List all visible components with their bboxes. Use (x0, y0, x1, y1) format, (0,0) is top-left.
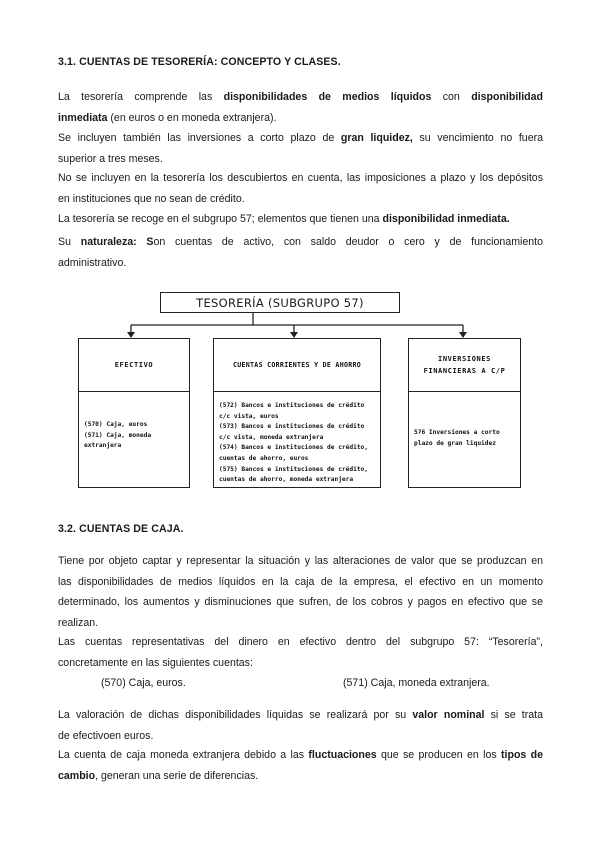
diagram-top-label: TESORERÍA (SUBGRUPO 57) (196, 295, 364, 310)
paragraph-naturaleza: Su naturaleza: Son cuentas de activo, con saldo deudor o cero y de funcionamiento administrativo. (58, 236, 544, 269)
inversiones-items-box (408, 391, 521, 488)
cuentas-corrientes-items-box (213, 391, 381, 488)
cuentas-corrientes-item: (574) Bancos e instituciones de crédito, (219, 444, 369, 452)
efectivo-item: (570) Caja, euros (84, 421, 148, 428)
efectivo-item: (571) Caja, moneda (84, 431, 152, 439)
cuentas-corrientes-title-box (213, 338, 381, 392)
efectivo-title-box (78, 338, 190, 392)
inversiones-title-line2: FINANCIERAS A C/P (423, 367, 506, 375)
paragraph-inversiones: Se incluyen también las inversiones a corto plazo de gran liquidez, su vencimiento no fuera superior a tres meses. (58, 132, 544, 165)
section-heading-tesoreria: 3.1. CUENTAS DE TESORERÍA: CONCEPTO Y CLASES. (58, 56, 341, 68)
paragraph-definicion: La tesorería comprende las disponibilidades de medios líquidos con disponibilidad inmediata (en euros o en moneda extranjera). (58, 91, 544, 124)
account-571: (571) Caja, moneda extranjera. (343, 677, 490, 689)
inversiones-item: 576 Inversiones a corto (414, 429, 500, 436)
paragraph-subgrupo: La tesorería se recoge en el subgrupo 57; elementos que tienen una disponibilidad inmediata. (58, 213, 510, 225)
paragraph-cuentas-representativas: Las cuentas representativas del dinero en efectivo dentro del subgrupo 57: “Tesorería”, concretamente en las siguientes cuentas: (58, 636, 543, 669)
paragraph-valoracion: La valoración de dichas disponibilidades líquidas se realizará por su valor nominal si se trata de efectivoen euros. (58, 709, 544, 742)
paragraph-moneda-extranjera: La cuenta de caja moneda extranjera debido a las fluctuaciones que se producen en los tipos de cambio, generan una serie de diferencias. (58, 749, 543, 782)
cuentas-corrientes-item: cuentas de ahorro, euros (219, 454, 309, 462)
efectivo-items-box (78, 391, 190, 488)
diagram-top-box (160, 292, 400, 313)
section-heading-caja: 3.2. CUENTAS DE CAJA. (58, 523, 184, 535)
efectivo-title: EFECTIVO (114, 361, 154, 369)
cuentas-corrientes-item: (575) Bancos e instituciones de crédito, (219, 465, 369, 473)
cuentas-corrientes-title: CUENTAS CORRIENTES Y DE AHORRO (232, 361, 362, 369)
cuentas-corrientes-item: (572) Bancos e instituciones de crédito (219, 402, 365, 409)
cuentas-corrientes-item: c/c vista, euros (219, 412, 279, 420)
account-570: (570) Caja, euros. (101, 677, 186, 689)
inversiones-title-box (408, 338, 521, 392)
cuentas-corrientes-item: c/c vista, moneda extranjera (219, 433, 324, 441)
paragraph-exclusiones: No se incluyen en la tesorería los descubiertos en cuenta, las imposiciones a plazo y los depósitos en instituciones que no sean de crédito. (58, 172, 543, 205)
cuentas-corrientes-item: cuentas de ahorro, moneda extranjera (219, 476, 354, 484)
inversiones-title-line1: INVERSIONES (438, 355, 491, 363)
paragraph-objeto: Tiene por objeto captar y representar la situación y las alteraciones de valor que se produzcan en las disponibilidades de medios líquidos en la caja de la empresa, el efectivo en un momento determinado, los aumentos y disminuciones que sufren, de los cobros y pagos en efectivo que se realizan. (58, 555, 543, 629)
cuentas-corrientes-item: (573) Bancos e instituciones de crédito (219, 423, 365, 431)
inversiones-item: plazo de gran liquidez (414, 439, 496, 447)
efectivo-item: extranjera (84, 442, 122, 450)
